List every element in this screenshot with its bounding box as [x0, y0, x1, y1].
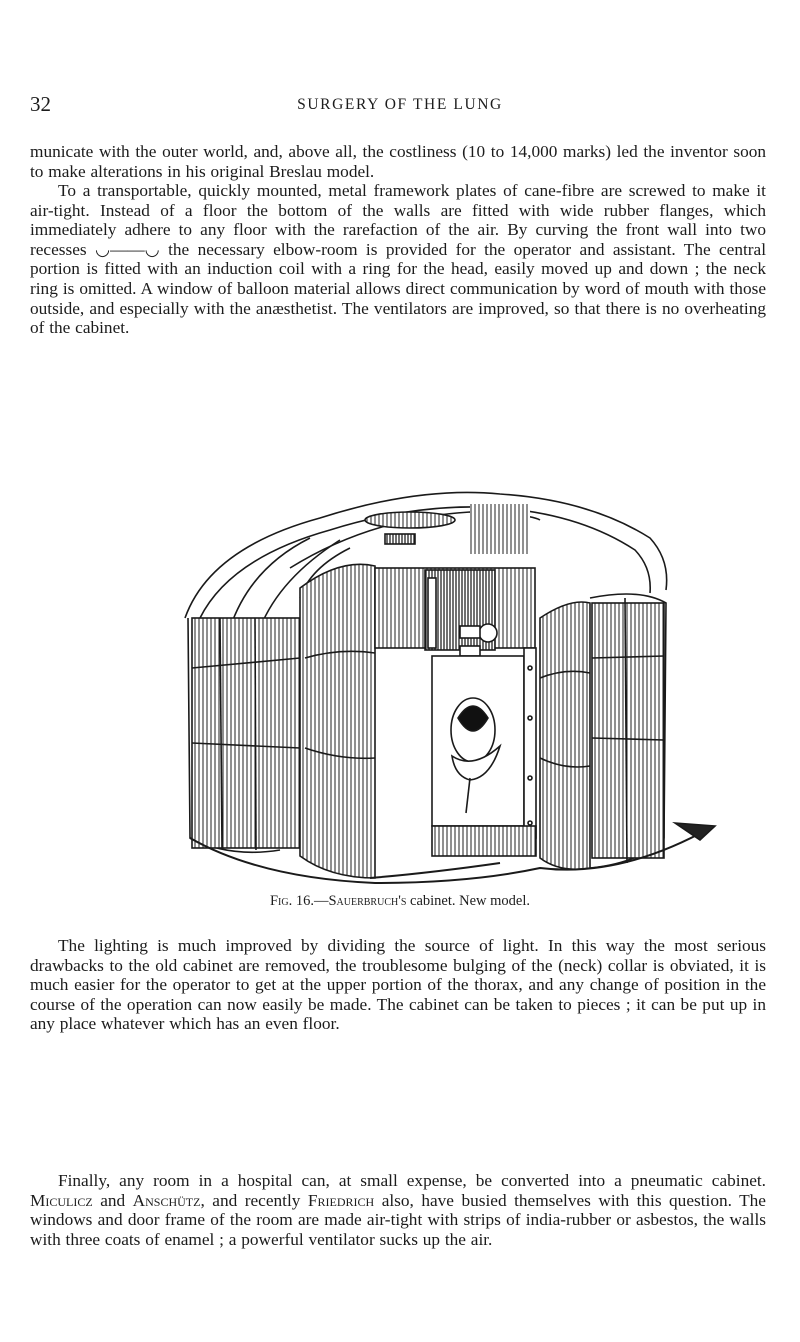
page-number: 32 [30, 92, 51, 116]
cabinet-drawing [170, 478, 730, 888]
paragraph-text: Finally, any room in a hospital can, at small expense, be converted into a pneumatic cabinet. [58, 1171, 766, 1190]
paragraph-text: the necessary elbow-room is provided for the operator and assistant. The central portion is fitted with an induction coil with a ring for the head, easily moved up and down ; the neck ring is omitted. A window of balloon material allows direct communication by word of mouth with those outside, and especially with the anæsthetist. The ventilators are improved, so that there is no overheating of the cabinet. [30, 239, 767, 338]
running-head: SURGERY OF THE LUNG [297, 96, 503, 113]
paragraph-cabinet-construction [30, 181, 766, 338]
caption-dash: — [313, 893, 329, 909]
recess-symbol: ◡——◡ [95, 239, 160, 259]
author-name: Friedrich [307, 1190, 375, 1210]
author-name: Anschütz [132, 1190, 201, 1210]
caption-name: Sauerbruch's [328, 893, 407, 909]
figure-label: Fig. 16. [269, 893, 314, 909]
paragraph-text: , and recently [200, 1190, 301, 1210]
author-name: Miculicz [30, 1190, 93, 1210]
paragraph-text: and [100, 1190, 126, 1210]
figure-caption [30, 893, 770, 910]
paragraph-text: To a transportable, quickly mounted, metal framework plates of cane-fibre are screwed to make it air-tight. Instead of a floor the bottom of the walls are fitted with wide rubber flanges, which immediately adhere to any floor with the rarefaction of the air. By curving the front wall into two recesses [30, 181, 766, 259]
figure-cabinet-illustration [170, 478, 730, 888]
paragraph-lighting: The lighting is much improved by dividing the source of light. In this way the most serious drawbacks to the old cabinet are removed, the troublesome bulging of the (neck) collar is obviated, it is much easier for the operator to get at the upper portion of the thorax, and any change of position in the course of the operation can now easily be made. The cabinet can be taken to pieces ; it can be put up in any place whatever which has an even floor. [30, 936, 766, 1034]
paragraph-continuation: municate with the outer world, and, above all, the costliness (10 to 14,000 marks) led the inventor soon to make alterations in his original Breslau model. [30, 142, 766, 181]
paragraph-pneumatic-room [30, 1171, 766, 1249]
paragraph-text: also, have busied themselves with this question. The windows and door frame of the room are made air-tight with strips of india-rubber or asbestos, the walls with three coats of enamel ; a powerful ventilator sucks up the air. [30, 1190, 766, 1249]
caption-text: cabinet. New model. [410, 893, 531, 909]
page-header [30, 92, 770, 122]
